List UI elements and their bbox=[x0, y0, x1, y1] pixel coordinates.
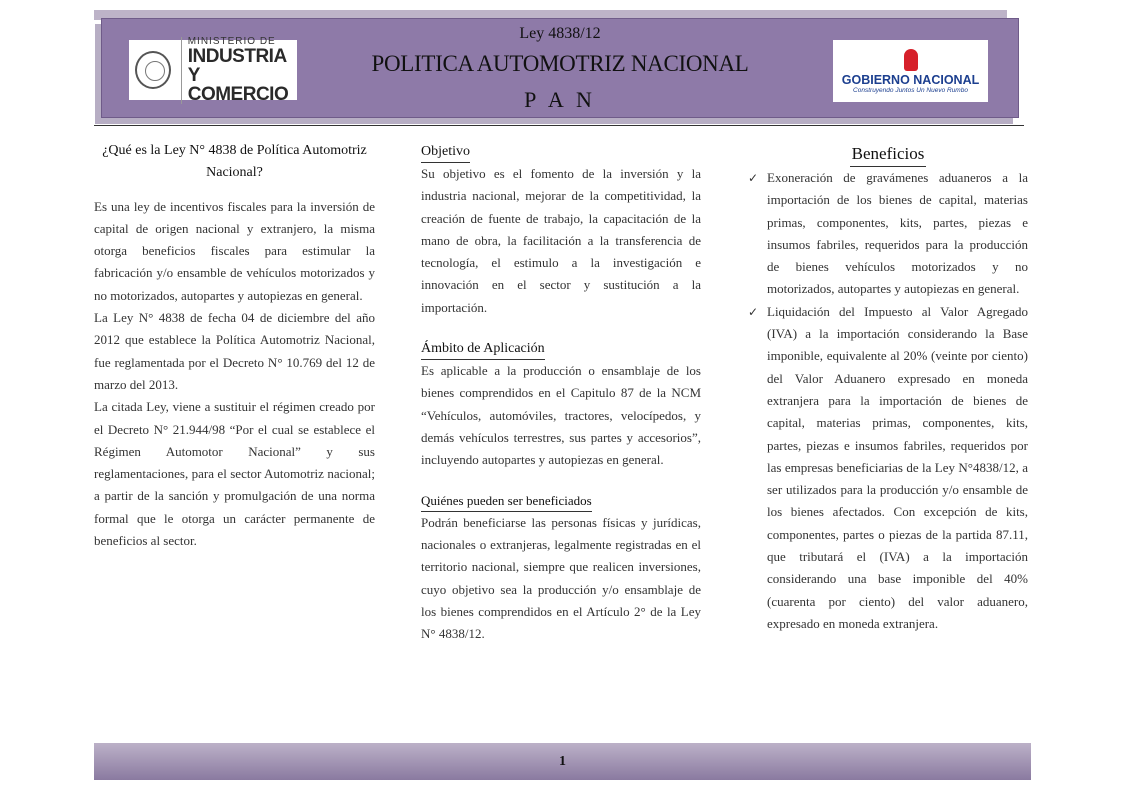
list-item bbox=[748, 167, 1028, 301]
column-what-is bbox=[94, 140, 375, 552]
paragraph: La citada Ley, viene a sustituir el régimen creado por el Decreto N° 21.944/98 “Por el cual se establece el Régimen Automotor Nacional” y sus reglamentaciones, para el sector Automotriz nacional; a partir de la sanción y promulgación de una norma formal que le otorga un carácter permanente de beneficios al sector. bbox=[94, 399, 375, 549]
benefits-list bbox=[748, 167, 1028, 635]
ministry-line2: INDUSTRIA bbox=[187, 45, 287, 67]
section-heading: Objetivo bbox=[421, 142, 470, 163]
benefit-text: Liquidación del Impuesto al Valor Agregado (IVA) a la importación considerando la Base imponible, equivalente al 20% (veinte por ciento) del Valor Aduanero expresado en moneda extranjera para la importación de bienes de capital, materias primas, componentes, kits, partes, piezas e insumos fabriles, requeridos por las empresas beneficiarias de la Ley N°4838/12, a ser utilizados para la producción y/o ensamble de los bienes afectados. Con excepción de kits, componentes, partes o piezas de la partida 87.11, que tributará el (IVA) a la importación considerando una base imponible del 40% (cuarenta por ciento) del valor aduanero, expresado en moneda extranjera. bbox=[767, 303, 1028, 631]
ministry-logo bbox=[129, 35, 297, 105]
header-divider bbox=[94, 125, 1024, 126]
page-footer bbox=[94, 743, 1031, 780]
national-seal-icon bbox=[135, 51, 171, 89]
section-heading: Quiénes pueden ser beneficiados bbox=[421, 491, 592, 512]
page-title: POLITICA AUTOMOTRIZ NACIONAL bbox=[371, 51, 749, 76]
government-logo bbox=[833, 40, 988, 102]
column-benefits bbox=[748, 140, 1028, 635]
section-heading: Ámbito de Aplicación bbox=[421, 339, 545, 360]
section-objetivo bbox=[421, 140, 701, 319]
section-ambito bbox=[421, 337, 701, 471]
check-icon: ✓ bbox=[748, 171, 759, 185]
section-beneficiados bbox=[421, 490, 701, 646]
check-icon: ✓ bbox=[748, 304, 759, 319]
page-subtitle: P A N bbox=[524, 87, 596, 112]
paragraph: La Ley N° 4838 de fecha 04 de diciembre del año 2012 que establece la Política Automotriz Nacional, fue reglamentada por el Decreto N° 10.769 del 12 de marzo del 2013. bbox=[94, 310, 375, 392]
section-text: Su objetivo es el fomento de la inversión y la industria nacional, mejorar de la competitividad, la creación de fuente de trabajo, la capacitación de la mano de obra, la facilitación a la transferencia de tecnología, el estimulo a la investigación e innovación en el sector y sustitución a la importación. bbox=[421, 166, 701, 315]
question-title: ¿Qué es la Ley N° 4838 de Política Automotriz Nacional? bbox=[102, 143, 367, 181]
section-text: Podrán beneficiarse las personas físicas y jurídicas, nacionales o extranjeras, legalmente registradas en el territorio nacional, siempre que realicen inversiones, cuyo objetivo sea la producción y/o ensamblaje de los bienes comprendidos en el Artículo 2° de la Ley N° 4838/12. bbox=[421, 514, 701, 642]
government-slogan: Construyendo Juntos Un Nuevo Rumbo bbox=[853, 86, 968, 94]
column-objective bbox=[421, 140, 701, 664]
ministry-line1: MINISTERIO DE bbox=[187, 35, 276, 47]
section-text: Es aplicable a la producción o ensamblaje de los bienes comprendidos en el Capitulo 87 de la NCM “Vehículos, automóviles, tractores, velocípedos, y demás vehículos terrestres, sus partes y accesorios”, incluyendo autopartes y autopiezas en general. bbox=[421, 363, 701, 468]
benefits-title: Beneficios bbox=[850, 142, 927, 167]
law-number: Ley 4838/12 bbox=[519, 25, 601, 42]
list-item bbox=[748, 301, 1028, 635]
benefits-title-wrap bbox=[748, 140, 1028, 167]
page-number: 1 bbox=[559, 754, 566, 769]
paragraph: Es una ley de incentivos fiscales para la inversión de capital de origen nacional y extranjero, la misma otorga beneficios fiscales para estimular la fabricación y/o ensamble de vehículos motorizados y no motorizados, autopartes y autopiezas en general. bbox=[94, 198, 375, 303]
government-name: GOBIERNO NACIONAL bbox=[841, 72, 980, 87]
ministry-wordmark bbox=[181, 37, 297, 104]
benefit-text: Exoneración de gravámenes aduaneros a la importación de los bienes de capital, materias primas, componentes, kits, partes, piezas e insumos fabriles, requeridos para la producción de bienes vehículos motorizados y no motorizados, autopartes y autopiezas en general. bbox=[767, 170, 1028, 297]
government-flame-icon bbox=[904, 49, 918, 71]
ministry-line3: Y COMERCIO bbox=[187, 64, 289, 105]
